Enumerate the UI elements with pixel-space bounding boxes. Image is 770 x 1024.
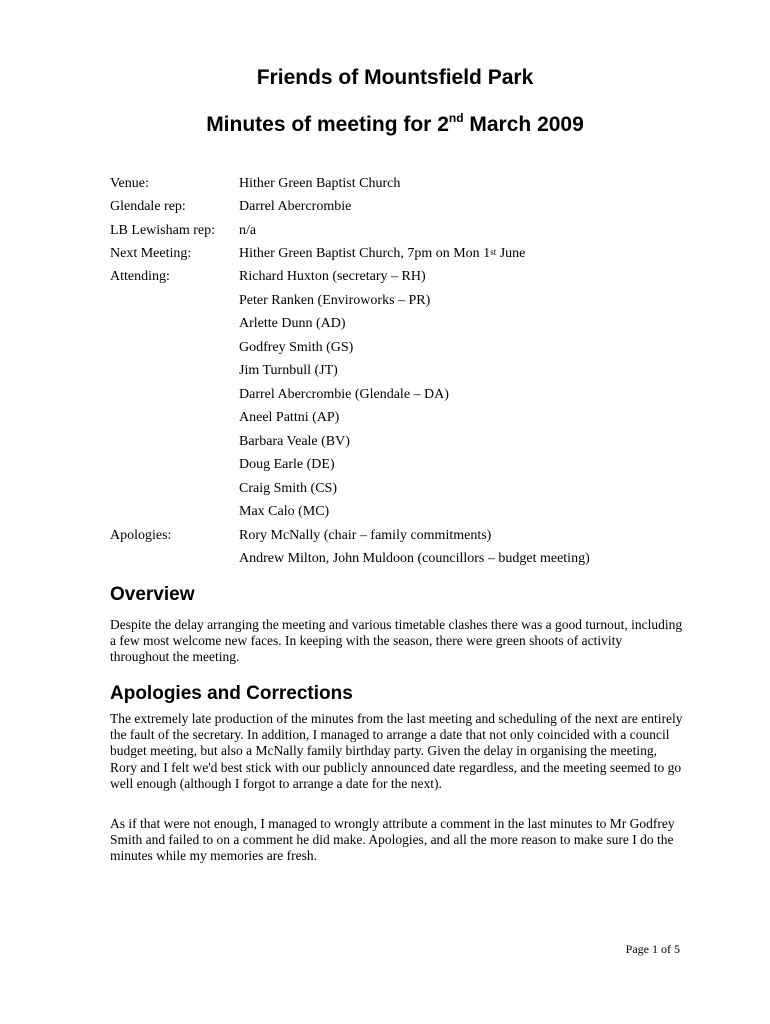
apologies-label: Apologies:	[110, 528, 172, 543]
meeting-subtitle	[0, 113, 770, 137]
glendale-rep-value: Darrel Abercrombie	[239, 199, 352, 214]
attendee: Craig Smith (CS)	[239, 481, 338, 496]
venue-label: Venue:	[110, 176, 149, 191]
attending-label: Attending:	[110, 269, 170, 284]
attendee: Barbara Veale (BV)	[239, 434, 350, 449]
attendee: Darrel Abercrombie (Glendale – DA)	[239, 387, 449, 402]
attendee: Jim Turnbull (JT)	[239, 363, 338, 378]
attendee: Aneel Pattni (AP)	[239, 410, 340, 425]
apologies-corrections-heading: Apologies and Corrections	[110, 683, 353, 704]
next-meeting-ordinal: st	[490, 247, 497, 257]
glendale-rep-label: Glendale rep:	[110, 199, 186, 214]
apology-entry: Rory McNally (chair – family commitments)	[239, 528, 492, 543]
apology-entry: Andrew Milton, John Muldoon (councillors – budget meeting)	[239, 551, 590, 566]
overview-heading: Overview	[110, 584, 195, 605]
next-meeting-prefix: Hither Green Baptist Church, 7pm on Mon 1	[239, 246, 491, 261]
attendee: Godfrey Smith (GS)	[239, 340, 354, 355]
next-meeting-suffix: June	[496, 246, 526, 261]
attendee: Peter Ranken (Enviroworks – PR)	[239, 293, 431, 308]
apologies-corrections-paragraph: The extremely late production of the minutes from the last meeting and scheduling of the next are entirely the fault of the secretary. In addition, I managed to arrange a date that not only coincided with a council budget meeting, but also a McNally family birthday party. Given the delay in organising the meeting, Rory and I felt we'd best stick with our publicly announced date regardless, and the meeting seemed to go well enough (although I forgot to arrange a date for the next).	[110, 711, 683, 791]
document-title: Friends of Mountsfield Park	[256, 66, 534, 89]
lewisham-rep-label: LB Lewisham rep:	[110, 223, 215, 238]
subtitle-suffix: March 2009	[463, 113, 584, 136]
attendee: Arlette Dunn (AD)	[239, 316, 346, 331]
next-meeting-value	[239, 245, 525, 263]
subtitle-prefix: Minutes of meeting for 2	[206, 113, 449, 136]
attendee: Max Calo (MC)	[239, 504, 330, 519]
page-number: Page 1 of 5	[625, 942, 680, 956]
attendee: Richard Huxton (secretary – RH)	[239, 269, 426, 284]
venue-value: Hither Green Baptist Church	[239, 176, 401, 191]
corrections-paragraph: As if that were not enough, I managed to wrongly attribute a comment in the last minutes to Mr Godfrey Smith and failed to on a comment he did make. Apologies, and all the more reason to make sure I do the minutes while my memories are fresh.	[110, 816, 675, 864]
overview-paragraph: Despite the delay arranging the meeting and various timetable clashes there was a good turnout, including a few most welcome new faces. In keeping with the season, there were green shoots of activity throughout the meeting.	[110, 617, 683, 665]
attendee: Doug Earle (DE)	[239, 457, 335, 472]
next-meeting-label: Next Meeting:	[110, 246, 192, 261]
subtitle-ordinal: nd	[448, 111, 464, 125]
lewisham-rep-value: n/a	[239, 223, 257, 238]
